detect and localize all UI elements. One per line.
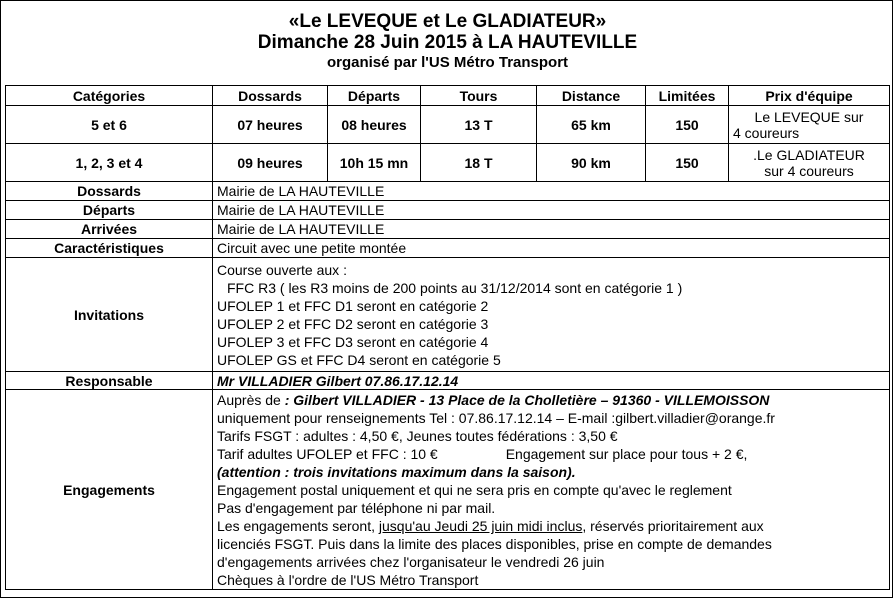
col-header-categories: Catégories: [6, 86, 213, 106]
engagements-line: Pas d'engagement par téléphone ni par mail.: [217, 500, 496, 516]
departs-value: Mairie de LA HAUTEVILLE: [213, 201, 890, 220]
engagements-text: Engagement sur place pour tous + 2 €,: [505, 446, 748, 462]
engagements-content: [213, 390, 890, 590]
responsable-value: Mr VILLADIER Gilbert 07.86.17.12.14: [213, 372, 890, 390]
invitations-line: FFC R3 ( les R3 moins de 200 points au 31/12/2014 sont en catégorie 1 ): [227, 279, 683, 296]
race-distance: 90 km: [537, 144, 646, 182]
race-prix: [729, 106, 890, 144]
engagements-text: , réservés prioritairement aux: [582, 518, 764, 534]
engagements-text: Auprès de: [217, 392, 285, 408]
invitations-line: UFOLEP 1 et FFC D1 seront en catégorie 2: [217, 297, 489, 314]
table-row: [6, 106, 890, 144]
race-prix-line1: .Le GLADIATEUR: [753, 146, 865, 163]
event-title: «Le LEVEQUE et Le GLADIATEUR»: [288, 11, 607, 32]
engagements-line: licenciés FSGT. Puis dans la limite des places disponibles, prise en compte de demandes: [217, 536, 772, 552]
engagements-line: uniquement pour renseignements Tel : 07.86.17.12.14 – E-mail :gilbert.villadier@orange.fr: [217, 410, 775, 426]
invitations-row: [6, 258, 890, 372]
caracteristiques-label: Caractéristiques: [6, 239, 213, 258]
info-row-arrivees: [6, 220, 890, 239]
table-row: [6, 144, 890, 182]
col-header-distance: Distance: [537, 86, 646, 106]
race-categories: 1, 2, 3 et 4: [6, 144, 213, 182]
arrivees-label: Arrivées: [6, 220, 213, 239]
invitations-label: Invitations: [6, 258, 213, 372]
info-row-dossards: [6, 182, 890, 201]
col-header-tours: Tours: [421, 86, 537, 106]
responsable-label: Responsable: [6, 372, 213, 390]
invitations-line: UFOLEP 2 et FFC D2 seront en catégorie 3: [217, 315, 489, 332]
caracteristiques-value: Circuit avec une petite montée: [213, 239, 890, 258]
engagements-text: Tarif adultes UFOLEP et FFC : 10 €: [217, 446, 438, 462]
engagements-text: Les engagements seront,: [217, 518, 379, 534]
engagements-line: (attention : trois invitations maximum dans la saison).: [217, 464, 576, 480]
info-row-caracteristiques: [6, 239, 890, 258]
col-header-dossards: Dossards: [213, 86, 328, 106]
race-tours: 13 T: [421, 106, 537, 144]
race-prix: [729, 144, 890, 182]
engagements-line: Tarifs FSGT : adultes : 4,50 €, Jeunes toutes fédérations : 3,50 €: [217, 428, 618, 444]
race-prix-line2: 4 coureurs: [733, 124, 800, 141]
arrivees-value: Mairie de LA HAUTEVILLE: [213, 220, 890, 239]
race-dossards: 07 heures: [213, 106, 328, 144]
race-dossards: 09 heures: [213, 144, 328, 182]
dossards-value: Mairie de LA HAUTEVILLE: [213, 182, 890, 201]
race-distance: 65 km: [537, 106, 646, 144]
event-date: Dimanche 28 Juin 2015 à LA HAUTEVILLE: [257, 32, 638, 53]
engagements-deadline: jusqu'au Jeudi 25 juin midi inclus: [378, 518, 583, 534]
race-departs: 10h 15 mn: [328, 144, 421, 182]
col-header-limitees: Limitées: [646, 86, 729, 106]
race-departs: 08 heures: [328, 106, 421, 144]
race-limitees: 150: [646, 144, 729, 182]
col-header-prix: Prix d'équipe: [729, 86, 890, 106]
engagements-address: : Gilbert VILLADIER - 13 Place de la Cholletière – 91360 - VILLEMOISSON: [284, 392, 770, 408]
engagements-line: d'engagements arrivées chez l'organisateur le vendredi 26 juin: [217, 554, 605, 570]
dossards-label: Dossards: [6, 182, 213, 201]
engagements-line-deadline: [217, 517, 885, 535]
engagements-line: Chèques à l'ordre de l'US Métro Transport: [217, 572, 479, 588]
info-row-departs: [6, 201, 890, 220]
engagements-line: Engagement postal uniquement et qui ne sera pris en compte qu'avec le reglement: [217, 482, 732, 498]
engagements-row: [6, 390, 890, 590]
col-header-departs: Départs: [328, 86, 421, 106]
race-limitees: 150: [646, 106, 729, 144]
invitations-line: UFOLEP GS et FFC D4 seront en catégorie 5: [217, 351, 501, 368]
engagements-line-contact: [217, 391, 885, 409]
header: [1, 1, 894, 72]
race-table: [5, 85, 890, 590]
departs-label: Départs: [6, 201, 213, 220]
race-prix-line1: Le LEVEQUE sur: [754, 108, 864, 125]
invitations-line: UFOLEP 3 et FFC D3 seront en catégorie 4: [217, 333, 489, 350]
engagements-label: Engagements: [6, 390, 213, 590]
race-tours: 18 T: [421, 144, 537, 182]
header-row: [6, 86, 890, 106]
event-organizer: organisé par l'US Métro Transport: [326, 54, 569, 71]
race-prix-line2: sur 4 coureurs: [764, 162, 854, 179]
race-categories: 5 et 6: [6, 106, 213, 144]
invitations-content: [213, 258, 890, 372]
responsable-row: [6, 372, 890, 390]
invitations-line: Course ouverte aux :: [217, 261, 347, 278]
engagements-line-tarif: [217, 445, 885, 463]
